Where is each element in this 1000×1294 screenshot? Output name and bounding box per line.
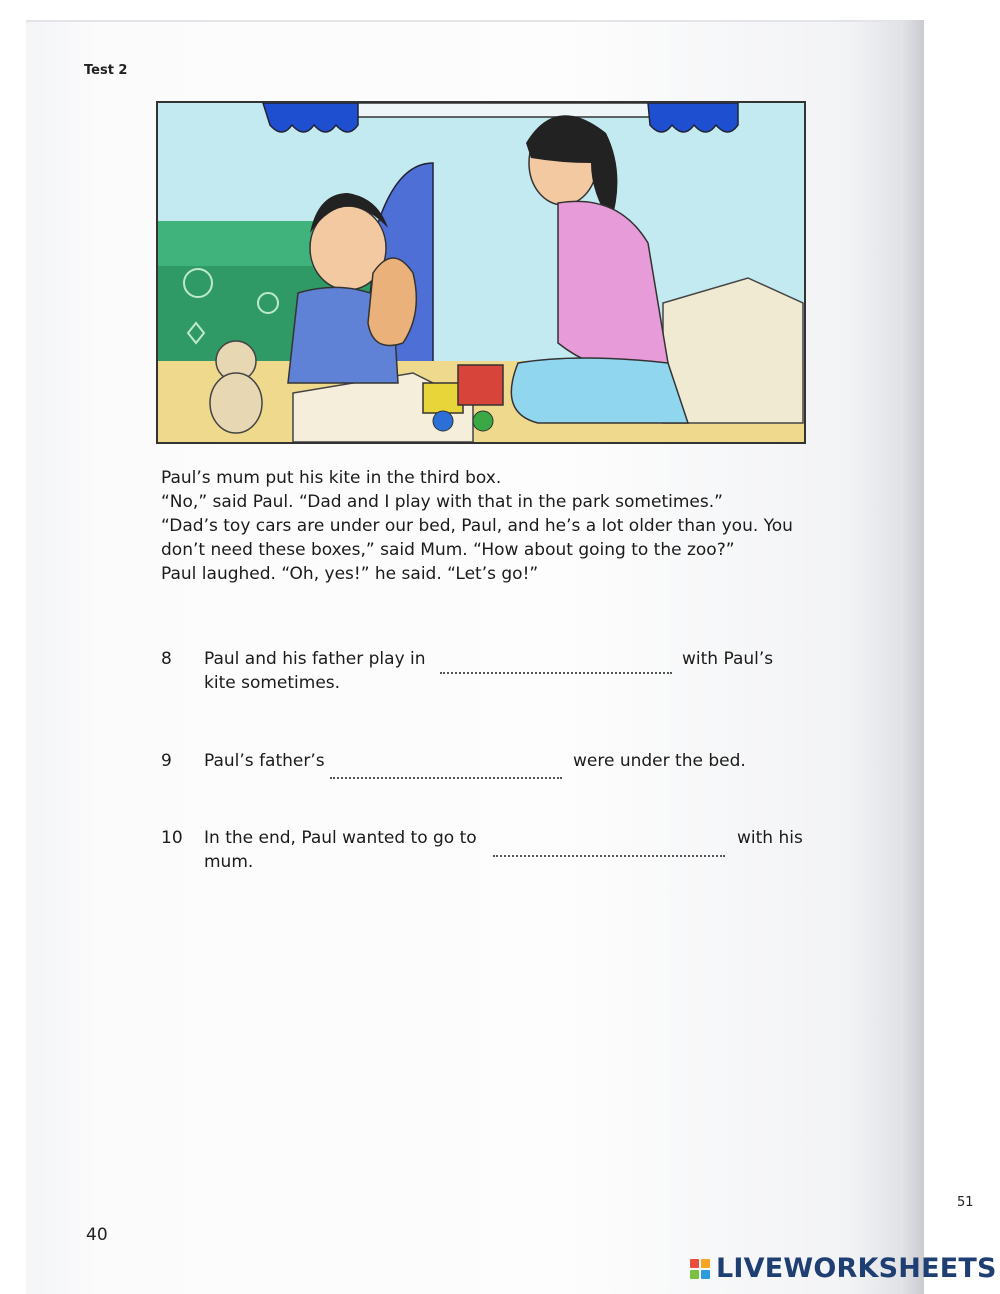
story-line: Paul laughed. “Oh, yes!” he said. “Let’s go!” xyxy=(161,564,539,584)
question-10 xyxy=(161,826,811,878)
question-number: 9 xyxy=(161,751,172,771)
illustration-drawing xyxy=(158,103,804,442)
test-label: Test 2 xyxy=(84,63,128,78)
logo-mark-icon xyxy=(690,1259,710,1279)
question-text-before: Paul and his father play in xyxy=(204,649,426,669)
liveworksheets-logo xyxy=(690,1253,997,1284)
question-text-after: were under the bed. xyxy=(573,751,746,771)
page-edge-shadow xyxy=(900,20,924,1294)
page-number-left: 40 xyxy=(86,1225,108,1245)
answer-blank-10[interactable] xyxy=(493,855,725,857)
story-text xyxy=(161,466,811,586)
story-line: don’t need these boxes,” said Mum. “How about going to the zoo?” xyxy=(161,540,735,560)
page-number-right: 51 xyxy=(957,1195,974,1210)
answer-blank-9[interactable] xyxy=(330,777,562,779)
story-line: “Dad’s toy cars are under our bed, Paul, and he’s a lot older than you. You xyxy=(161,516,793,536)
question-continuation: kite sometimes. xyxy=(204,673,341,693)
question-text-before: Paul’s father’s xyxy=(204,751,325,771)
story-line: Paul’s mum put his kite in the third box. xyxy=(161,468,502,488)
question-text-after: with Paul’s xyxy=(682,649,774,669)
question-number: 8 xyxy=(161,649,172,669)
question-number: 10 xyxy=(161,828,183,848)
question-text-after: with his xyxy=(737,828,803,848)
story-line: “No,” said Paul. “Dad and I play with that in the park sometimes.” xyxy=(161,492,723,512)
question-9 xyxy=(161,749,811,779)
logo-text: LIVEWORKSHEETS xyxy=(716,1253,997,1284)
answer-blank-8[interactable] xyxy=(440,672,672,674)
question-text-before: In the end, Paul wanted to go to xyxy=(204,828,477,848)
story-illustration xyxy=(156,101,806,444)
question-continuation: mum. xyxy=(204,852,254,872)
